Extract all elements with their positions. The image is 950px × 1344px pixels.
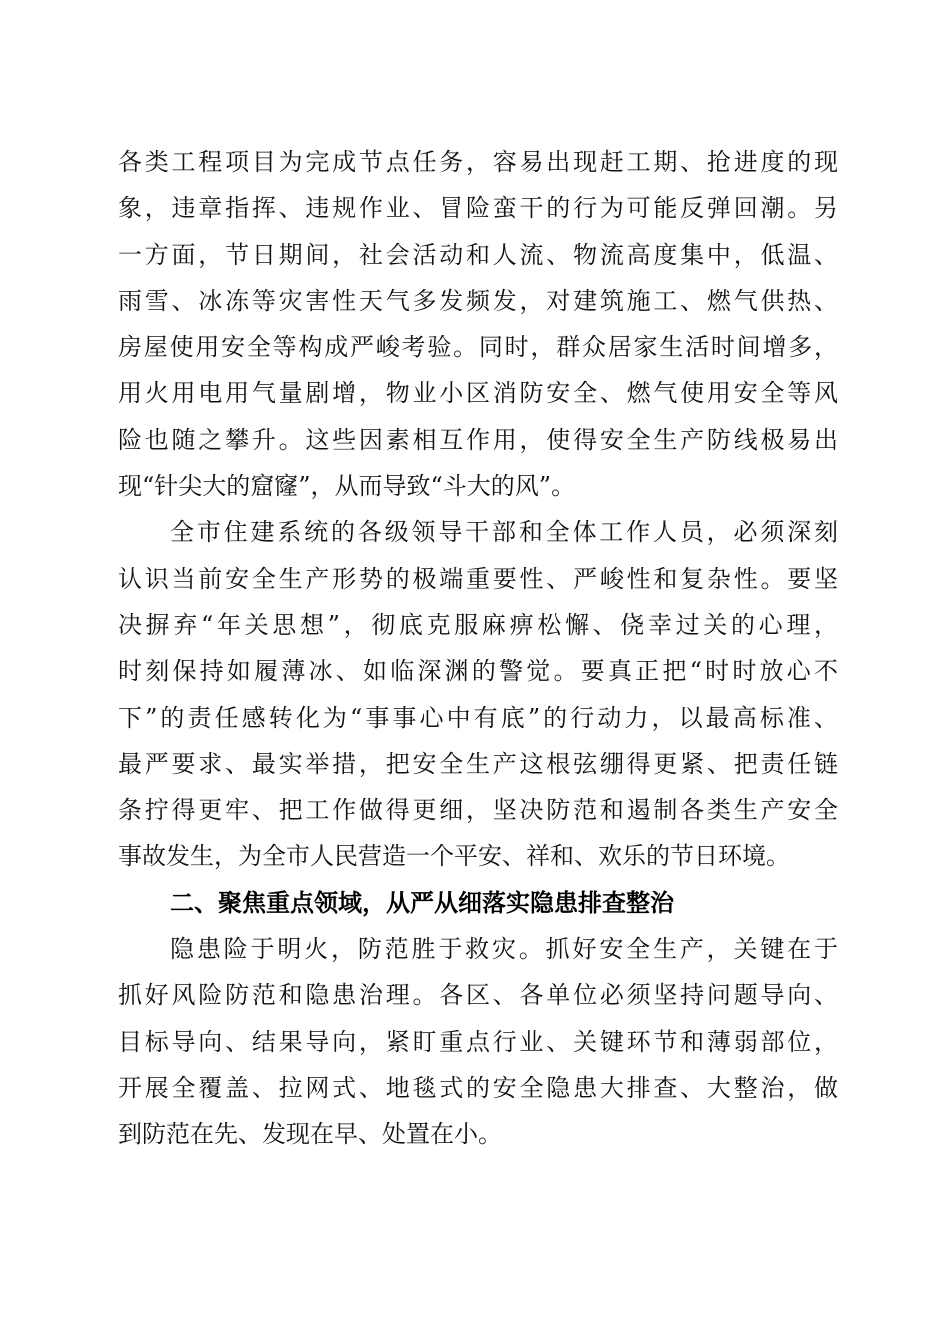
text-line: 用火用电用气量剧增，物业小区消防安全、燃气使用安全等风 [118, 379, 838, 408]
paragraph-2 [118, 509, 838, 879]
text-line: 认识当前安全生产形势的极端重要性、严峻性和复杂性。要坚 [118, 564, 838, 593]
text-line: 一方面，节日期间，社会活动和人流、物流高度集中，低温、 [118, 240, 838, 269]
paragraph-1 [118, 139, 838, 509]
text-line: 到防范在先、发现在早、处置在小。 [118, 1120, 502, 1149]
text-line: 事故发生，为全市人民营造一个平安、祥和、欢乐的节日环境。 [118, 842, 790, 871]
text-line: 目标导向、结果导向，紧盯重点行业、关键环节和薄弱部位， [118, 1027, 838, 1056]
text-line: 全市住建系统的各级领导干部和全体工作人员，必须深刻 [170, 518, 838, 547]
text-line: 开展全覆盖、拉网式、地毯式的安全隐患大排查、大整治，做 [118, 1073, 838, 1102]
document-body [118, 139, 838, 1158]
text-line: 抓好风险防范和隐患治理。各区、各单位必须坚持问题导向、 [118, 981, 838, 1010]
text-line: 雨雪、冰冻等灾害性天气多发频发，对建筑施工、燃气供热、 [118, 286, 838, 315]
text-line: 时刻保持如履薄冰、如临深渊的警觉。要真正把“时时放心不 [118, 657, 838, 686]
text-line: 最严要求、最实举措，把安全生产这根弦绷得更紧、把责任链 [118, 749, 838, 778]
text-line: 现“针尖大的窟窿”，从而导致“斗大的风”。 [118, 472, 576, 501]
text-line: 隐患险于明火，防范胜于救灾。抓好安全生产，关键在于 [170, 935, 838, 964]
text-line: 下”的责任感转化为“事事心中有底”的行动力，以最高标准、 [118, 703, 838, 732]
text-line: 险也随之攀升。这些因素相互作用，使得安全生产防线极易出 [118, 425, 838, 454]
section-heading: 二、聚焦重点领域，从严从细落实隐患排查整治 [170, 888, 674, 917]
paragraph-3 [118, 926, 838, 1157]
text-line: 各类工程项目为完成节点任务，容易出现赶工期、抢进度的现 [118, 148, 838, 176]
text-line: 条拧得更牢、把工作做得更细，坚决防范和遏制各类生产安全 [118, 796, 838, 825]
text-line: 象，违章指挥、违规作业、冒险蛮干的行为可能反弹回潮。另 [118, 194, 838, 223]
text-line: 决摒弃“年关思想”，彻底克服麻痹松懈、侥幸过关的心理， [118, 610, 838, 639]
text-line: 房屋使用安全等构成严峻考验。同时，群众居家生活时间增多， [118, 333, 838, 362]
